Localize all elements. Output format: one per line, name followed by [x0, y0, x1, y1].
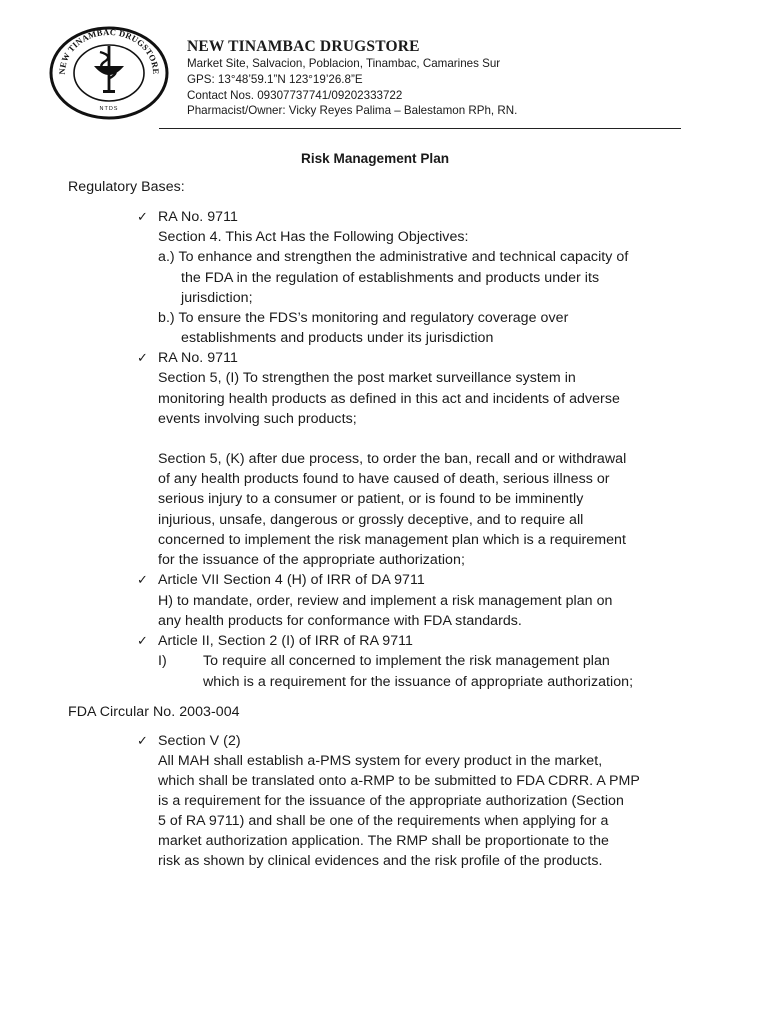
item-line: To require all concerned to implement the risk management plan [203, 653, 610, 669]
item-line: establishments and products under its jurisdiction [181, 330, 494, 346]
logo-initials: NTDS [99, 106, 119, 112]
item-line: a.) To enhance and strengthen the administrative and technical capacity of [158, 249, 629, 265]
item-line: which is a requirement for the issuance of appropriate authorization; [203, 674, 634, 690]
item-line: the FDA in the regulation of establishments and products under its [181, 270, 600, 286]
checkmark-icon: ✓ [137, 351, 148, 366]
item-line: serious injury to a consumer or patient, or is found to be imminently [158, 491, 584, 507]
checkmark-icon: ✓ [137, 734, 148, 749]
document-title: Risk Management Plan [301, 151, 450, 166]
item-line: H) to mandate, order, review and implement a risk management plan on [158, 593, 613, 609]
checkmark-icon: ✓ [137, 210, 148, 225]
checkmark-icon: ✓ [137, 573, 148, 588]
store-name: NEW TINAMBAC DRUGSTORE [187, 38, 420, 55]
store-address: Market Site, Salvacion, Poblacion, Tinambac, Camarines Sur [187, 57, 501, 70]
regulatory-bases-heading: Regulatory Bases: [68, 179, 185, 195]
item-line: 5 of RA 9711) and shall be one of the requirements when applying for a [158, 813, 609, 829]
circular-heading: FDA Circular No. 2003-004 [68, 704, 240, 720]
item-line: injurious, unsafe, dangerous or grossly deceptive, and to require all [158, 512, 584, 528]
item-line: b.) To ensure the FDS’s monitoring and regulatory coverage over [158, 310, 569, 326]
item-line: Section 5, (I) To strengthen the post market surveillance system in [158, 370, 576, 386]
item-line: any health products for conformance with FDA standards. [158, 613, 522, 629]
item-line: is a requirement for the issuance of the appropriate authorization (Section [158, 793, 624, 809]
checkmark-icon: ✓ [137, 634, 148, 649]
item-heading: Article II, Section 2 (I) of IRR of RA 9711 [158, 633, 414, 649]
logo-ring-text: NEW TINAMBAC DRUGSTORE [56, 26, 162, 75]
item-heading: RA No. 9711 [158, 350, 238, 366]
item-line: risk as shown by clinical evidences and the risk profile of the products. [158, 853, 603, 869]
item-heading: Article VII Section 4 (H) of IRR of DA 9711 [158, 572, 425, 588]
item-heading: RA No. 9711 [158, 209, 238, 225]
item-line: Section 5, (K) after due process, to order the ban, recall and or withdrawal [158, 451, 627, 467]
store-owner: Pharmacist/Owner: Vicky Reyes Palima – Balestamon RPh, RN. [187, 104, 518, 117]
item-line: which shall be translated onto a-RMP to be submitted to FDA CDRR. A PMP [158, 773, 640, 789]
drugstore-logo [48, 26, 170, 120]
store-contact: Contact Nos. 09307737741/09202333722 [187, 89, 403, 102]
item-line: of any health products found to have caused of death, serious illness or [158, 471, 610, 487]
item-line: concerned to implement the risk management plan which is a requirement [158, 532, 626, 548]
item-line: for the issuance of the appropriate authorization; [158, 552, 465, 568]
item-line: monitoring health products as defined in this act and incidents of adverse [158, 391, 620, 407]
header-divider [159, 128, 681, 129]
item-marker: I) [158, 653, 167, 669]
item-line: events involving such products; [158, 411, 357, 427]
item-line: market authorization application. The RMP shall be proportionate to the [158, 833, 609, 849]
item-line: jurisdiction; [181, 290, 253, 306]
bowl-of-hygieia-icon [94, 46, 124, 93]
item-line: Section 4. This Act Has the Following Objectives: [158, 229, 469, 245]
item-line: All MAH shall establish a-PMS system for every product in the market, [158, 753, 603, 769]
store-gps: GPS: 13°48’59.1”N 123°19’26.8”E [187, 73, 363, 86]
item-heading: Section V (2) [158, 733, 241, 749]
